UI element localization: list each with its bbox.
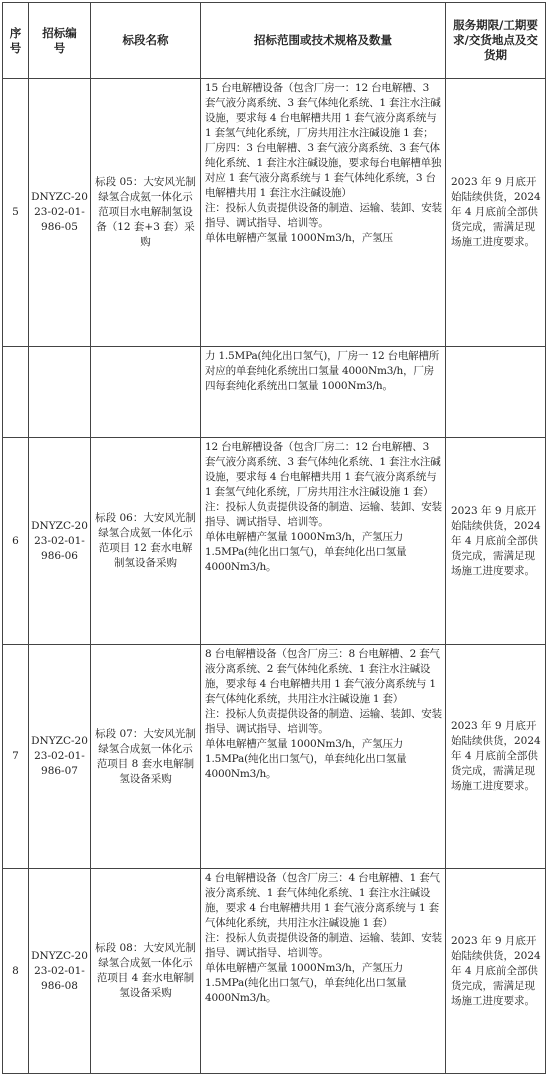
header-name: 标段名称 xyxy=(91,3,201,79)
row-service: 2023 年 9 月底开始陆续供货，2024 年 4 月底前全部供货完成，需满足现场施工进度要求。 xyxy=(446,79,546,347)
row-code: DNYZC-2023-02-01-986-05 xyxy=(29,79,91,347)
empty-cell xyxy=(29,347,91,438)
row-name: 标段 07：大安风光制绿氢合成氨一体化示范项目 8 套水电解制氢设备采购 xyxy=(91,645,201,869)
table-row xyxy=(3,438,546,645)
table-row-continuation xyxy=(3,347,546,438)
header-code: 招标编号 xyxy=(29,3,91,79)
row-service: 2023 年 9 月底开始陆续供货，2024 年 4 月底前全部供货完成，需满足现场施工进度要求。 xyxy=(446,645,546,869)
header-service: 服务期限/工期要求/交货地点及交货期 xyxy=(446,3,546,79)
empty-cell xyxy=(446,347,546,438)
row-seq: 6 xyxy=(3,438,29,645)
table-row xyxy=(3,645,546,869)
table-row xyxy=(3,79,546,347)
row-code: DNYZC-2023-02-01-986-06 xyxy=(29,438,91,645)
row-scope: 8 台电解槽设备（包含厂房三：8 台电解槽、2 套气液分离系统、2 套气体纯化系统、1 套注水注碱设施，要求每 4 台电解槽共用 1 套气液分离系统与 1 套气体纯化系统，共用注水注碱设施 1 套） 注：投标人负责提供设备的制造、运输、装卸、安装指导、调试指导、培训等。 单体电解槽产氢量 1000Nm3/h，产氢压力 1.5MPa(纯化出口氢气)，单套纯化出口氢量 4000Nm3/h。 xyxy=(201,645,446,869)
row-scope: 4 台电解槽设备（包含厂房三：4 台电解槽、1 套气液分离系统、1 套气体纯化系统、1 套注水注碱设施，要求 4 台电解槽共用 1 套气液分离系统与 1 套气体纯化系统，共用注水注碱设施 1 套） 注：投标人负责提供设备的制造、运输、装卸、安装指导、调试指导、培训等。 单体电解槽产氢量 1000Nm3/h，产氢压力 1.5MPa(纯化出口氢气)，单套纯化出口氢量 4000Nm3/h。 xyxy=(201,869,446,1074)
row-scope-continued: 力 1.5MPa(纯化出口氢气)，厂房一 12 台电解槽所对应的单套纯化系统出口氢量 4000Nm3/h，厂房四每套纯化系统出口氢量 1000Nm3/h。 xyxy=(201,347,446,438)
row-name: 标段 06：大安风光制绿氢合成氨一体化示范项目 12 套水电解制氢设备采购 xyxy=(91,438,201,645)
row-name: 标段 08：大安风光制绿氢合成氨一体化示范项目 4 套水电解制氢设备采购 xyxy=(91,869,201,1074)
header-seq: 序号 xyxy=(3,3,29,79)
row-seq: 8 xyxy=(3,869,29,1074)
row-scope: 15 台电解槽设备（包含厂房一：12 台电解槽、3 套气液分离系统、3 套气体纯化系统、1 套注水注碱设施，要求每 4 台电解槽共用 1 套气液分离系统与 1 套氢气纯化系统，厂房共用注水注碱设施 1 套；厂房四：3 台电解槽、3 套气液分离系统、3 套气体纯化系统、1 套注水注碱设施，要求每台电解槽单独对应 1 套气液分离系统与 1 套气体纯化系统，3 台电解槽共用 1 套注水注碱设施） 注：投标人负责提供设备的制造、运输、装卸、安装指导、调试指导、培训等。 单体电解槽产氢量 1000Nm3/h，产氢压 xyxy=(201,79,446,347)
header-row xyxy=(3,3,546,79)
header-scope: 招标范围或技术规格及数量 xyxy=(201,3,446,79)
row-seq: 7 xyxy=(3,645,29,869)
row-seq: 5 xyxy=(3,79,29,347)
row-code: DNYZC-2023-02-01-986-08 xyxy=(29,869,91,1074)
row-scope: 12 台电解槽设备（包含厂房二：12 台电解槽、3 套气液分离系统、3 套气体纯化系统、1 套注水注碱设施，要求每 4 台电解槽共用 1 套气液分离系统与 1 套氢气纯化系统，厂房共用注水注碱设施 1 套） 注：投标人负责提供设备的制造、运输、装卸、安装指导、调试指导、培训等。 单体电解槽产氢量 1000Nm3/h，产氢压力 1.5MPa(纯化出口氢气)，单套纯化出口氢量 4000Nm3/h。 xyxy=(201,438,446,645)
row-name: 标段 05：大安风光制绿氢合成氨一体化示范项目水电解制氢设备（12 套+3 套）采购 xyxy=(91,79,201,347)
empty-cell xyxy=(3,347,29,438)
row-service: 2023 年 9 月底开始陆续供货，2024 年 4 月底前全部供货完成，需满足现场施工进度要求。 xyxy=(446,438,546,645)
row-service: 2023 年 9 月底开始陆续供货，2024 年 4 月底前全部供货完成，需满足现场施工进度要求。 xyxy=(446,869,546,1074)
tender-table xyxy=(2,2,546,1074)
table-row xyxy=(3,869,546,1074)
empty-cell xyxy=(91,347,201,438)
row-code: DNYZC-2023-02-01-986-07 xyxy=(29,645,91,869)
